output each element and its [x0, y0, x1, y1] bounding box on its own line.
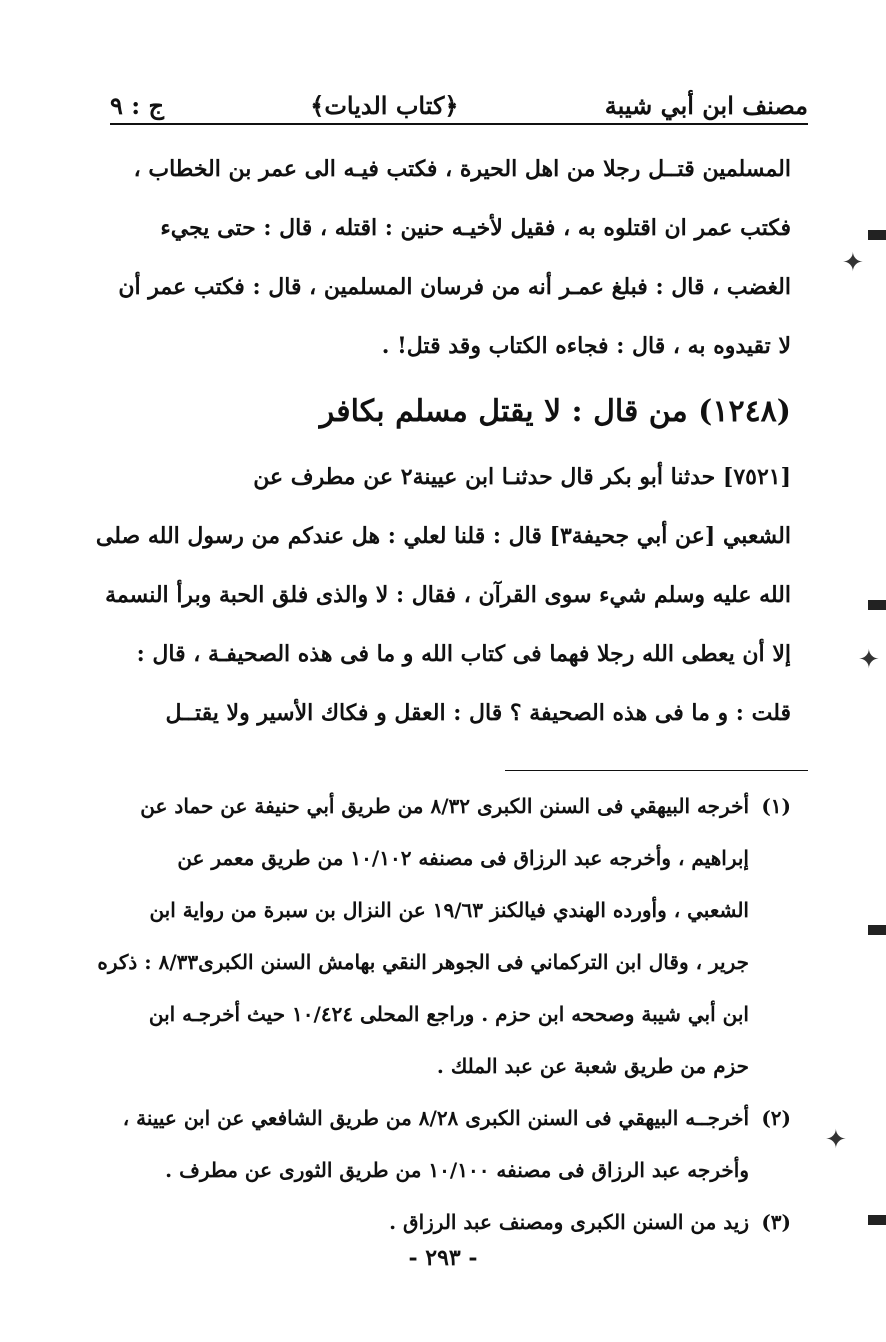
footnote-line: حزم من طريق شعبة عن عبد الملك . [436, 1054, 749, 1078]
text-line: قلت : و ما فى هذه الصحيفة ؟ قال : العقل و فكاك الأسير ولا يقتــل [165, 700, 791, 726]
footnote-line [115, 780, 791, 832]
header-rule [110, 123, 808, 125]
section-heading: (١٢٤٨) من قال : لا يقتل مسلم بكافر [319, 394, 791, 429]
footnote-number: (٢) [761, 1106, 791, 1130]
text-line: المسلمين قتــل رجلا من اهل الحيرة ، فكتب فيـه الى عمر بن الخطاب ، [133, 156, 791, 182]
text-line: الغضب ، قال : فبلغ عمـر أنه من فرسان المسلمين ، قال : فكتب عمر أن [118, 274, 791, 300]
volume-number: ج : ٩ [110, 91, 164, 120]
footnote-line: ابن أبي شيبة وصححه ابن حزم . وراجع المحلى ١٠/٤٢٤ حيث أخرجـه ابن [148, 1002, 749, 1026]
text-line: فكتب عمر ان اقتلوه به ، فقيل لأخيـه حنين : اقتله ، قال : حتى يجيء [160, 215, 791, 241]
text-line: الشعبي [عن أبي جحيفة٣] قال : قلنا لعلي : هل عندكم من رسول الله صلى [95, 523, 791, 549]
margin-star-icon: ✦ [842, 248, 864, 278]
footnote-line [115, 1092, 791, 1144]
footnote-line: جرير ، وقال ابن التركماني فى الجوهر النقي بهامش السنن الكبرى٨/٣٣ : ذكره [97, 950, 749, 974]
footnotes [97, 780, 791, 1248]
footnote-number: (١) [761, 794, 791, 818]
footnote-line: إبراهيم ، وأخرجه عبد الرزاق فى مصنفه ١٠/١٠٢ من طريق معمر عن [177, 846, 749, 870]
footnote-line: الشعبي ، وأورده الهندي فيالكنز ١٩/٦٣ عن النزال بن سبرة من رواية ابن [149, 898, 749, 922]
text-line: لا تقيدوه به ، قال : فجاءه الكتاب وقد قتل! . [381, 333, 791, 359]
book-title: مصنف ابن أبي شيبة [604, 91, 808, 120]
margin-tab-mark [868, 1215, 886, 1225]
footnote-line: وأخرجه عبد الرزاق فى مصنفه ١٠/١٠٠ من طريق الثورى عن مطرف . [165, 1158, 749, 1182]
margin-tab-mark [868, 600, 886, 610]
page-header [110, 60, 808, 120]
text-line: الله عليه وسلم شيء سوى القرآن ، فقال : لا والذى فلق الحبة وبرأ النسمة [105, 582, 791, 608]
main-text [95, 140, 791, 743]
footnote-number: (٣) [761, 1210, 791, 1234]
footnote-text: أخرجه البيهقي فى السنن الكبرى ٨/٣٢ من طريق أبي حنيفة عن حماد عن [140, 794, 749, 818]
footnote-rule [505, 770, 808, 771]
page-number: - ٢٩٣ - [408, 1245, 478, 1271]
margin-tab-mark [868, 925, 886, 935]
text-line: [٧٥٢١] حدثنا أبو بكر قال حدثنـا ابن عيينة٢ عن مطرف عن [253, 464, 791, 490]
footnote-line [115, 1196, 791, 1248]
margin-tab-mark [868, 230, 886, 240]
margin-star-icon: ✦ [858, 645, 880, 675]
footnote-text: أخرجــه البيهقي فى السنن الكبرى ٨/٢٨ من طريق الشافعي عن ابن عيينة ، [122, 1106, 749, 1130]
text-line: إلا أن يعطى الله رجلا فهما فى كتاب الله و ما فى هذه الصحيفـة ، قال : [136, 641, 791, 667]
chapter-title: ﴿كتاب الديات﴾ [310, 91, 459, 120]
margin-star-icon: ✦ [825, 1125, 847, 1155]
footnote-text: زيد من السنن الكبرى ومصنف عبد الرزاق . [389, 1210, 749, 1234]
